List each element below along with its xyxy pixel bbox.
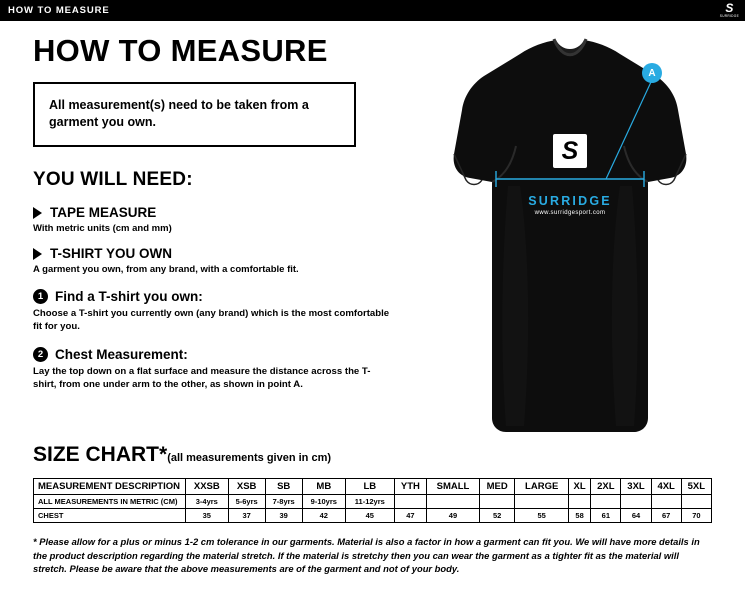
step-title: Find a T-shirt you own: bbox=[55, 289, 203, 304]
column-header: SB bbox=[265, 479, 302, 495]
column-header: 5XL bbox=[681, 479, 711, 495]
table-cell: 39 bbox=[265, 509, 302, 523]
triangle-bullet-icon bbox=[33, 248, 42, 260]
step-body: Choose a T-shirt you currently own (any brand) which is the most comfortable fit for you. bbox=[33, 308, 390, 332]
table-cell bbox=[621, 495, 651, 509]
table-cell: 5-6yrs bbox=[228, 495, 265, 509]
column-header: MB bbox=[302, 479, 345, 495]
table-cell: 45 bbox=[345, 509, 394, 523]
column-header: SMALL bbox=[427, 479, 480, 495]
column-header: XSB bbox=[228, 479, 265, 495]
table-cell bbox=[479, 495, 515, 509]
table-cell bbox=[591, 495, 621, 509]
size-chart-title-star: * bbox=[159, 443, 168, 466]
shirt-brand-text: SURRIDGE bbox=[528, 194, 612, 208]
size-chart-title-text: SIZE CHART bbox=[33, 443, 159, 466]
tshirt-graphic bbox=[420, 26, 720, 446]
table-header-row bbox=[34, 479, 712, 495]
table-cell bbox=[651, 495, 681, 509]
table-row bbox=[34, 509, 712, 523]
table-row bbox=[34, 495, 712, 509]
need-item-header bbox=[33, 246, 423, 261]
table-cell: 3-4yrs bbox=[186, 495, 229, 509]
need-item-subtitle: A garment you own, from any brand, with a comfortable fit. bbox=[33, 264, 299, 275]
need-item-header bbox=[33, 205, 423, 220]
row-label: ALL MEASUREMENTS IN METRIC (CM) bbox=[34, 495, 186, 509]
step-title: Chest Measurement: bbox=[55, 347, 188, 362]
table-cell: 52 bbox=[479, 509, 515, 523]
table-cell: 37 bbox=[228, 509, 265, 523]
size-chart-title bbox=[33, 443, 331, 467]
brand-wordmark: SURRIDGE bbox=[719, 14, 739, 18]
table-cell bbox=[568, 495, 590, 509]
table-cell bbox=[394, 495, 426, 509]
table-cell: 58 bbox=[568, 509, 590, 523]
step-number-badge: 1 bbox=[33, 289, 48, 304]
surridge-logo bbox=[720, 3, 745, 18]
table-cell: 49 bbox=[427, 509, 480, 523]
step-body: Lay the top down on a flat surface and measure the distance across the T-shirt, from one under arm to the other, as shown in point A. bbox=[33, 366, 371, 390]
step-number-badge: 2 bbox=[33, 347, 48, 362]
table-cell: 11-12yrs bbox=[345, 495, 394, 509]
shirt-logo-letter: S bbox=[561, 137, 579, 165]
size-chart-table bbox=[33, 478, 712, 523]
table-cell: 70 bbox=[681, 509, 711, 523]
need-item-title: T-SHIRT YOU OWN bbox=[50, 246, 173, 261]
table-cell bbox=[681, 495, 711, 509]
need-item-subtitle: With metric units (cm and mm) bbox=[33, 223, 172, 234]
table-cell: 64 bbox=[621, 509, 651, 523]
table-cell: 67 bbox=[651, 509, 681, 523]
table-cell: 7-8yrs bbox=[265, 495, 302, 509]
row-label: CHEST bbox=[34, 509, 186, 523]
column-header: LB bbox=[345, 479, 394, 495]
column-header: 2XL bbox=[591, 479, 621, 495]
column-header: XXSB bbox=[186, 479, 229, 495]
column-header: YTH bbox=[394, 479, 426, 495]
instructions-column bbox=[33, 34, 423, 391]
step-item bbox=[33, 289, 423, 333]
column-header: MED bbox=[479, 479, 515, 495]
callout-badge-a: A bbox=[642, 63, 662, 83]
table-cell: 47 bbox=[394, 509, 426, 523]
you-will-need-heading: YOU WILL NEED: bbox=[33, 169, 193, 190]
table-cell: 55 bbox=[515, 509, 569, 523]
shirt-url-text: www.surridgesport.com bbox=[534, 210, 606, 216]
table-cell: 9-10yrs bbox=[302, 495, 345, 509]
table-cell: 35 bbox=[186, 509, 229, 523]
need-item bbox=[33, 205, 423, 234]
footnote-text: * Please allow for a plus or minus 1-2 cm tolerance in our garments. Material is also a factor in how a garment can fit you. We will have more details in the product description regarding the material stretch. If the material is stretchy then you can wear the garment as a tighter fit as the material will stretch. Please be aware that the above measurements are of the garment and not of your body. bbox=[33, 536, 700, 574]
column-header: 3XL bbox=[621, 479, 651, 495]
tshirt-illustration bbox=[420, 26, 720, 446]
column-header: 4XL bbox=[651, 479, 681, 495]
page-title: HOW TO MEASURE bbox=[33, 33, 328, 68]
table-cell bbox=[515, 495, 569, 509]
size-chart-title-sub: (all measurements given in cm) bbox=[167, 452, 332, 464]
need-item-title: TAPE MEASURE bbox=[50, 205, 157, 220]
top-bar bbox=[0, 0, 745, 21]
step-header bbox=[33, 347, 423, 362]
column-header: MEASUREMENT DESCRIPTION bbox=[34, 479, 186, 495]
step-item bbox=[33, 347, 423, 391]
notice-box: All measurement(s) need to be taken from a garment you own. bbox=[33, 82, 356, 147]
table-cell bbox=[427, 495, 480, 509]
step-header bbox=[33, 289, 423, 304]
column-header: LARGE bbox=[515, 479, 569, 495]
top-bar-title: HOW TO MEASURE bbox=[8, 5, 110, 16]
table-cell: 42 bbox=[302, 509, 345, 523]
column-header: XL bbox=[568, 479, 590, 495]
table-cell: 61 bbox=[591, 509, 621, 523]
brand-letter: S bbox=[725, 1, 734, 15]
triangle-bullet-icon bbox=[33, 207, 42, 219]
need-item bbox=[33, 246, 423, 275]
